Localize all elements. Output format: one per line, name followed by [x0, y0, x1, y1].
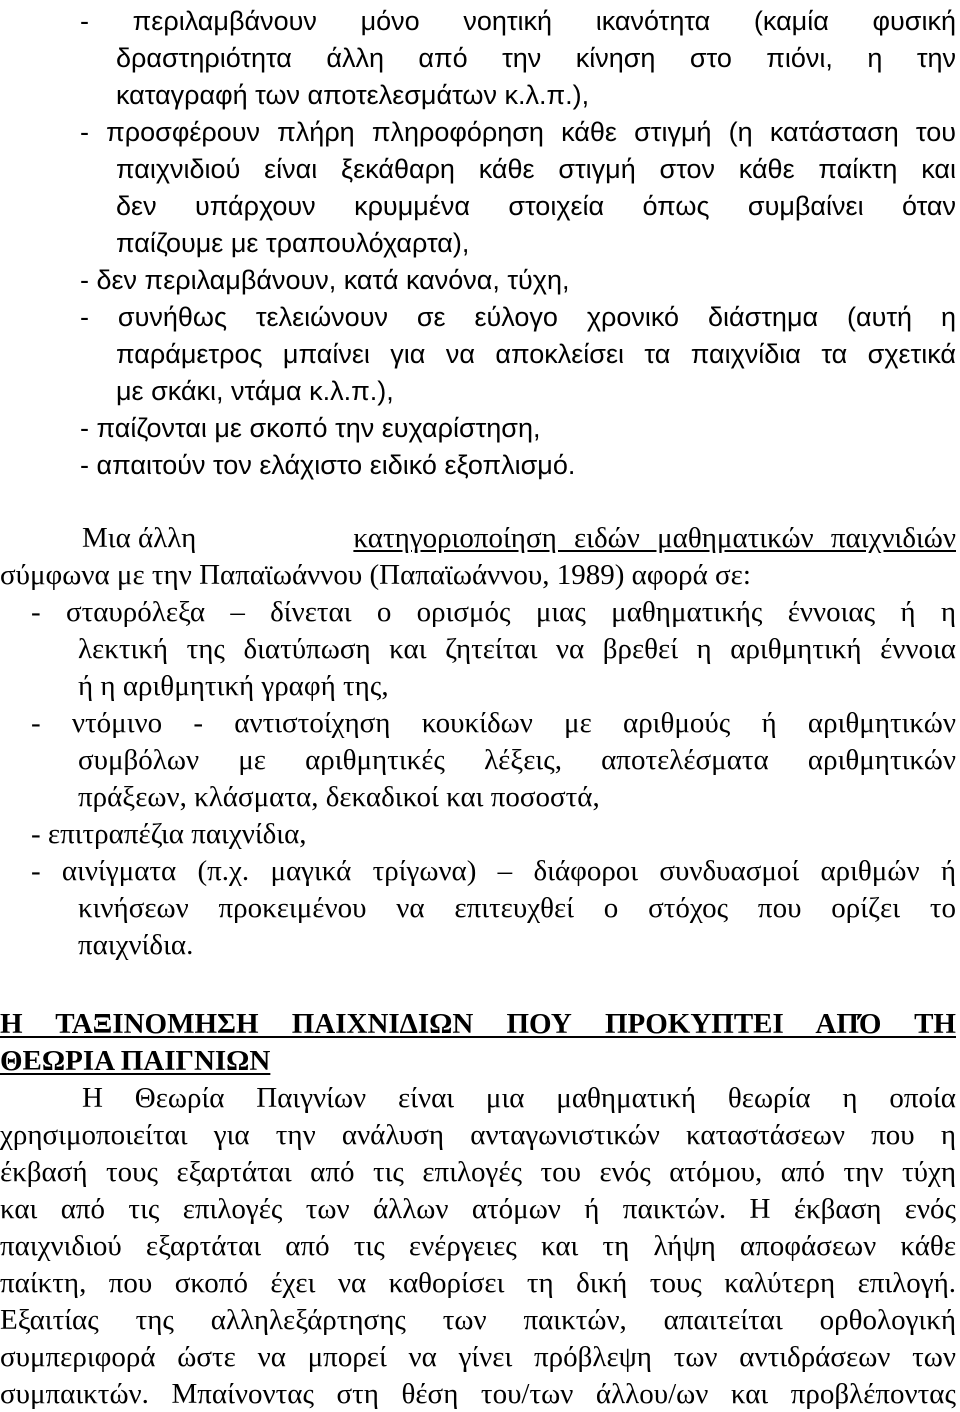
paragraph-line: Εξαιτίας της αλληλεξάρτησης των παικτών, απαιτείται ορθολογική	[0, 1304, 956, 1336]
paragraph-line: και από τις επιλογές των άλλων ατόμων ή παικτών. Η έκβαση ενός	[0, 1193, 956, 1225]
list-item-line: λεκτική της διατύπωση και ζητείται να βρεθεί η αριθμητική έννοια	[78, 633, 956, 665]
list-item-line: συμβόλων με αριθμητικές λέξεις, αποτελέσματα αριθμητικών	[78, 744, 956, 776]
paragraph-line: χρησιμοποιείται για την ανάλυση ανταγωνιστικών καταστάσεων που η	[0, 1119, 956, 1151]
heading-line: Η ΤΑΞΙΝΟΜΗΣΗ ΠΑΙΧΝΙΔΙΩΝ ΠΟΥ ΠΡΟΚΥΠΤΕΙ ΑΠΌ ΤΗ	[0, 1008, 956, 1040]
intro-prefix	[0, 524, 196, 553]
list-item-line: δεν υπάρχουν κρυμμένα στοιχεία όπως συμβαίνει όταν	[116, 191, 956, 221]
list-item-line: - ντόμινο - αντιστοίχηση κουκίδων με αριθμούς ή αριθμητικών	[31, 707, 956, 739]
paragraph-line: παιχνιδιού εξαρτάται από τις ενέργειες και τη λήψη αποφάσεων κάθε	[0, 1230, 956, 1262]
paragraph-line: Η Θεωρία Παιγνίων είναι μια μαθηματική θεωρία η οποία	[82, 1082, 956, 1114]
list-item-line: - σταυρόλεξα – δίνεται ο ορισμός μιας μαθηματικής έννοιας ή η	[31, 596, 956, 628]
paragraph-line: παίκτη, που σκοπό έχει να καθορίσει τη δική τους καλύτερη επιλογή.	[0, 1267, 956, 1299]
list-item-line: παράμετρος μπαίνει για να αποκλείσει τα παιχνίδια τα σχετικά	[116, 339, 956, 369]
list-item-line: ή η αριθμητική γραφή της,	[78, 670, 389, 702]
paragraph-line: συμπεριφορά ώστε να μπορεί να γίνει πρόβλεψη των αντιδράσεων των	[0, 1341, 956, 1373]
list-item-line: παιχνίδια.	[78, 929, 194, 961]
heading-line: ΘΕΩΡΙΑ ΠΑΙΓΝΙΩΝ	[0, 1045, 271, 1077]
list-item-line: πράξεων, κλάσματα, δεκαδικοί και ποσοστά,	[78, 781, 600, 813]
list-item-line: - παίζονται με σκοπό την ευχαρίστηση,	[80, 413, 541, 443]
list-item-line: καταγραφή των αποτελεσμάτων κ.λ.π.),	[116, 80, 590, 110]
list-item-line: - απαιτούν τον ελάχιστο ειδικό εξοπλισμό.	[80, 450, 576, 480]
list-item-line: παιχνιδιού είναι ξεκάθαρη κάθε στιγμή στον κάθε παίκτη και	[116, 154, 956, 184]
list-item-line: παίζουμε με τραπουλόχαρτα),	[116, 228, 470, 258]
list-item-line: - δεν περιλαμβάνουν, κατά κανόνα, τύχη,	[80, 265, 570, 295]
intro-underlined-text: κατηγοριοποίηση ειδών μαθηματικών παιχνιδιών	[353, 522, 956, 554]
paragraph-line: έκβασή τους εξαρτάται από τις επιλογές του ενός ατόμου, από την τύχη	[0, 1156, 956, 1188]
intro-line: σύμφωνα με την Παπαϊωάννου (Παπαϊωάννου, 1989) αφορά σε:	[0, 559, 751, 591]
list-item-line: - επιτραπέζια παιχνίδια,	[31, 818, 307, 850]
intro-line	[0, 524, 956, 553]
list-item-line: με σκάκι, ντάμα κ.λ.π.),	[116, 376, 394, 406]
list-item-line: δραστηριότητα άλλη από την κίνηση στο πιόνι, η την	[116, 43, 956, 73]
intro-start-text: Μια άλλη	[82, 522, 197, 554]
list-item-line: - συνήθως τελειώνουν σε εύλογο χρονικό διάστημα (αυτή η	[80, 302, 956, 332]
paragraph-line: συμπαικτών. Μπαίνοντας στη θέση του/των άλλου/ων και προβλέποντας	[0, 1378, 956, 1410]
list-item-line: - αινίγματα (π.χ. μαγικά τρίγωνα) – διάφοροι συνδυασμοί αριθμών ή	[31, 855, 956, 887]
list-item-line: - περιλαμβάνουν μόνο νοητική ικανότητα (καμία φυσική	[80, 6, 956, 36]
list-item-line: κινήσεων προκειμένου να επιτευχθεί ο στόχος που ορίζει το	[78, 892, 956, 924]
list-item-line: - προσφέρουν πλήρη πληροφόρηση κάθε στιγμή (η κατάσταση του	[80, 117, 956, 147]
